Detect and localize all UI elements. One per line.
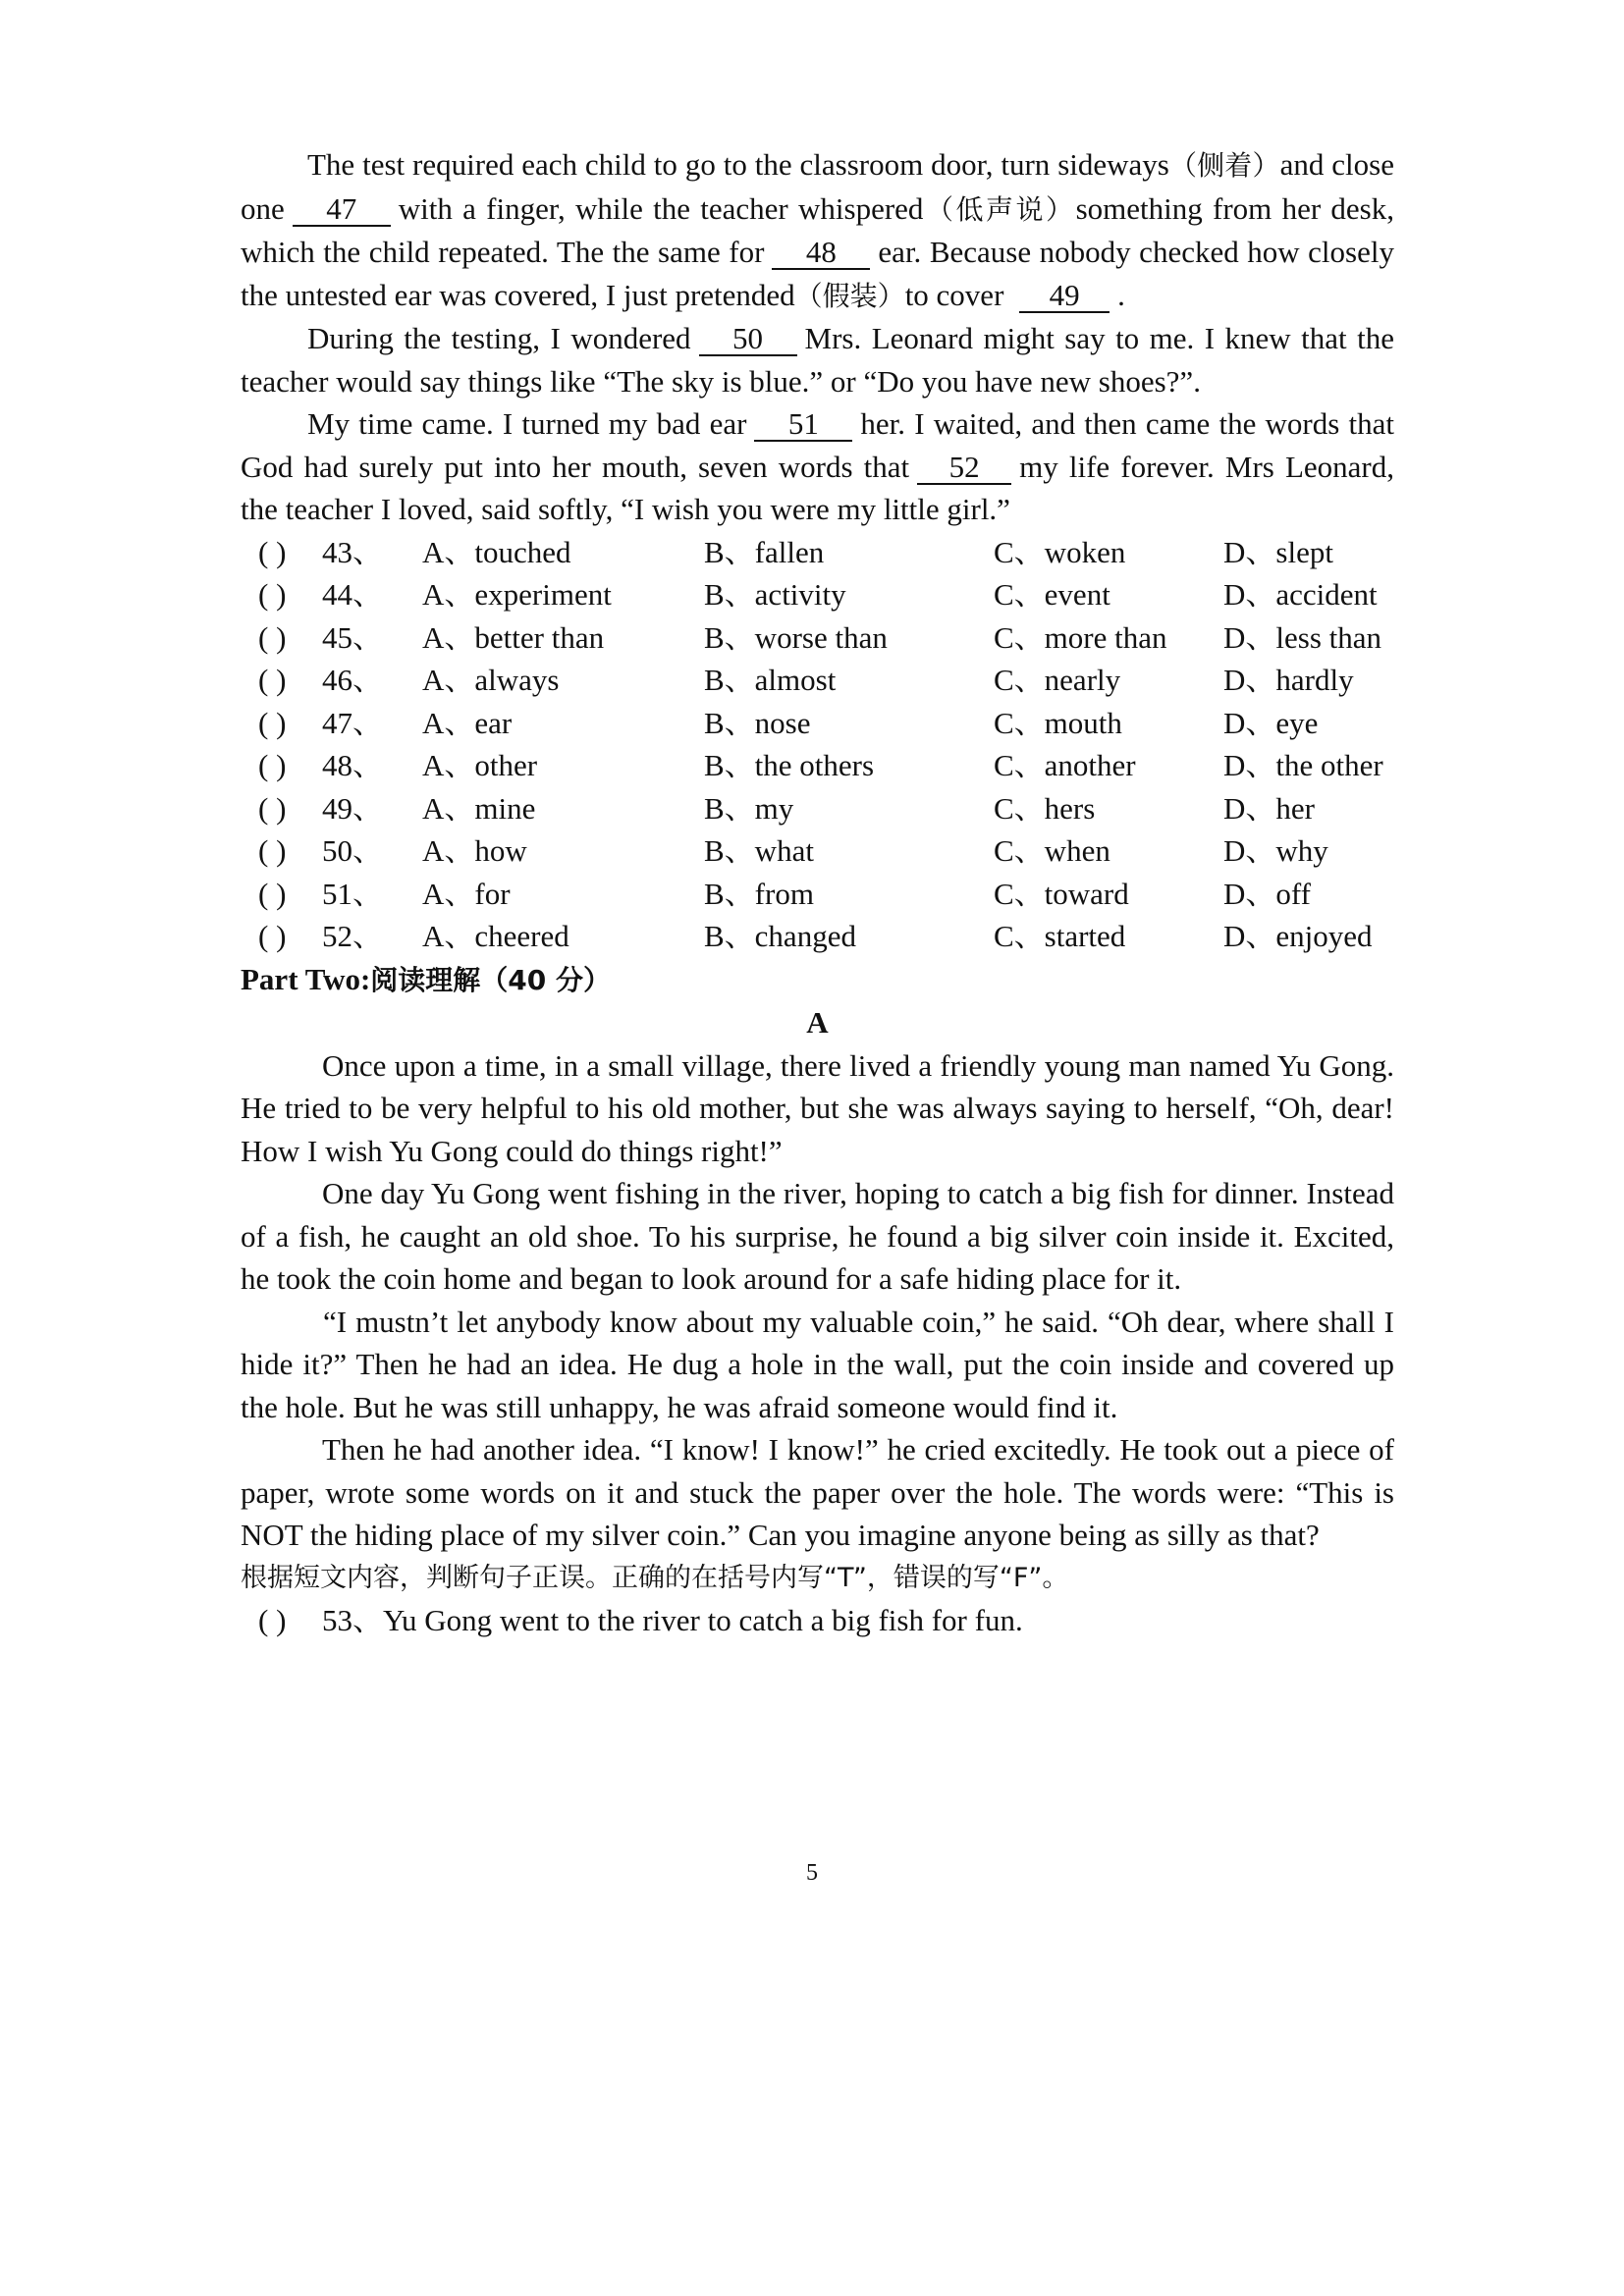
option-c: C、hers bbox=[994, 790, 1096, 826]
reading-paragraph-4: Then he had another idea. “I know! I know!” he cried excitedly. He took out a piece of paper, wrote some words on it and stuck the paper over the hole. The words were: “This is NOT the hiding place of my silver coin.” Can you imagine anyone being as silly as that? bbox=[241, 1432, 1394, 1552]
option-b: B、worse than bbox=[704, 619, 888, 655]
answer-bracket[interactable]: ( ) bbox=[258, 790, 287, 826]
blank-52: 52 bbox=[917, 452, 1011, 485]
passage-label: A bbox=[806, 1005, 829, 1040]
answer-bracket[interactable]: ( ) bbox=[258, 1603, 287, 1637]
option-row-48 bbox=[241, 744, 1394, 787]
blank-51: 51 bbox=[754, 408, 852, 442]
option-a: A、experiment bbox=[422, 577, 612, 612]
option-d: D、the other bbox=[1223, 748, 1383, 782]
blank-47: 47 bbox=[293, 193, 391, 227]
option-d: D、hardly bbox=[1223, 663, 1354, 697]
option-d: D、slept bbox=[1223, 534, 1333, 569]
question-number: 44、 bbox=[322, 577, 383, 612]
answer-bracket[interactable]: ( ) bbox=[258, 705, 287, 740]
text: During the testing, I wondered bbox=[307, 321, 691, 355]
option-d: D、less than bbox=[1223, 619, 1382, 655]
option-b: B、activity bbox=[704, 577, 846, 612]
question-number: 51、 bbox=[322, 876, 383, 911]
option-a: A、other bbox=[422, 748, 538, 782]
option-c: C、when bbox=[994, 833, 1110, 868]
option-row-47 bbox=[241, 702, 1394, 745]
question-number: 45、 bbox=[322, 619, 383, 655]
option-a: A、for bbox=[422, 876, 511, 911]
answer-bracket[interactable]: ( ) bbox=[258, 577, 287, 612]
cloze-paragraph-2 bbox=[241, 317, 1394, 402]
section-title-en: Part Two: bbox=[241, 961, 371, 996]
question-number: 50、 bbox=[322, 833, 383, 868]
blank-48: 48 bbox=[772, 237, 870, 270]
text: her. I waited, and then came the words that God had surely put into her mouth, seven words that bbox=[241, 406, 1394, 484]
question-text: 53、Yu Gong went to the river to catch a big fish for fun. bbox=[322, 1603, 1023, 1637]
option-c: C、woken bbox=[994, 534, 1126, 569]
option-c: C、mouth bbox=[994, 705, 1122, 740]
question-number: 52、 bbox=[322, 919, 383, 953]
text: ear. Because nobody checked how closely the untested ear was covered, I just pretended bbox=[241, 235, 1394, 312]
option-c: C、nearly bbox=[994, 663, 1121, 697]
option-d: D、why bbox=[1223, 833, 1328, 868]
option-b: B、the others bbox=[704, 748, 875, 782]
answer-bracket[interactable]: ( ) bbox=[258, 619, 287, 655]
section-title-cn: 阅读理解（40 分） bbox=[370, 963, 612, 996]
option-row-45 bbox=[241, 616, 1394, 660]
option-c: C、more than bbox=[994, 619, 1167, 655]
blank-50: 50 bbox=[699, 323, 797, 356]
answer-bracket[interactable]: ( ) bbox=[258, 663, 287, 697]
option-row-52 bbox=[241, 915, 1394, 958]
text: Mrs. Leonard might say to me. I knew that the teacher would say things like “The sky is blue.” or “Do you have new shoes?”. bbox=[241, 321, 1394, 399]
option-d: D、enjoyed bbox=[1223, 919, 1373, 953]
exam-page bbox=[241, 143, 1394, 1642]
answer-bracket[interactable]: ( ) bbox=[258, 919, 287, 953]
section-title bbox=[241, 958, 1394, 1002]
text: my life forever. Mrs Leonard, the teacher I loved, said softly, “I wish you were my little girl.” bbox=[241, 449, 1394, 526]
text: to cover bbox=[904, 277, 1004, 312]
instruction: 根据短文内容，判断句子正误。正确的在括号内写“T”，错误的写“F”。 bbox=[241, 1562, 1069, 1593]
reading-paragraph-1: Once upon a time, in a small village, there lived a friendly young man named Yu Gong. He tried to be very helpful to his old mother, but she was always saying to herself, “Oh, dear! How I wish Yu Gong could do things right!” bbox=[241, 1047, 1394, 1168]
option-b: B、fallen bbox=[704, 534, 825, 569]
option-row-44 bbox=[241, 573, 1394, 616]
option-row-51 bbox=[241, 873, 1394, 916]
text: with a finger, while the teacher whispered bbox=[398, 190, 924, 226]
option-d: D、her bbox=[1223, 790, 1315, 826]
text: something from her desk, which the child repeated. The the same for bbox=[241, 190, 1394, 269]
option-row-43 bbox=[241, 531, 1394, 574]
option-a: A、better than bbox=[422, 619, 605, 655]
option-c: C、another bbox=[994, 748, 1136, 782]
option-b: B、what bbox=[704, 833, 814, 868]
question-number: 46、 bbox=[322, 663, 383, 697]
option-b: B、changed bbox=[704, 919, 856, 953]
answer-bracket[interactable]: ( ) bbox=[258, 534, 287, 569]
option-a: A、how bbox=[422, 833, 527, 868]
option-d: D、off bbox=[1223, 876, 1311, 911]
option-row-49 bbox=[241, 787, 1394, 830]
question-number: 47、 bbox=[322, 705, 383, 740]
option-a: A、always bbox=[422, 663, 560, 697]
option-d: D、eye bbox=[1223, 705, 1319, 740]
chinese-gloss: （低声说） bbox=[923, 192, 1076, 226]
option-row-46 bbox=[241, 659, 1394, 702]
options-list bbox=[241, 531, 1394, 958]
question-number: 43、 bbox=[322, 534, 383, 569]
blank-49: 49 bbox=[1019, 280, 1110, 313]
option-b: B、nose bbox=[704, 705, 811, 740]
option-a: A、ear bbox=[422, 705, 513, 740]
question-53 bbox=[241, 1599, 1394, 1642]
option-d: D、accident bbox=[1223, 577, 1378, 612]
cloze-paragraph-3 bbox=[241, 402, 1394, 531]
reading-paragraph-2: One day Yu Gong went fishing in the river, hoping to catch a big fish for dinner. Instead of a fish, he caught an old shoe. To his surprise, he found a big silver coin inside it. Excited, he took the coin home and began to look around for a safe hiding place for it. bbox=[241, 1176, 1394, 1296]
option-row-50 bbox=[241, 829, 1394, 873]
option-a: A、touched bbox=[422, 534, 571, 569]
chinese-gloss: （侧着） bbox=[1168, 149, 1280, 182]
text: The test required each child to go to the classroom door, turn sideways bbox=[307, 147, 1169, 182]
option-a: A、cheered bbox=[422, 919, 569, 953]
text: . bbox=[1117, 277, 1125, 312]
answer-bracket[interactable]: ( ) bbox=[258, 833, 287, 868]
answer-bracket[interactable]: ( ) bbox=[258, 876, 287, 911]
option-b: B、almost bbox=[704, 663, 837, 697]
question-number: 49、 bbox=[322, 790, 383, 826]
text: and close one bbox=[241, 147, 1394, 226]
option-c: C、toward bbox=[994, 876, 1129, 911]
option-b: B、my bbox=[704, 790, 794, 826]
page-number: 5 bbox=[806, 1860, 818, 1886]
answer-bracket[interactable]: ( ) bbox=[258, 748, 287, 782]
option-a: A、mine bbox=[422, 790, 536, 826]
option-c: C、event bbox=[994, 577, 1110, 612]
option-c: C、started bbox=[994, 919, 1126, 953]
chinese-gloss: （假装） bbox=[794, 279, 905, 312]
option-b: B、from bbox=[704, 876, 814, 911]
reading-paragraph-3: “I mustn’t let anybody know about my valuable coin,” he said. “Oh dear, where shall I hide it?” Then he had an idea. He dug a hole in the wall, put the coin inside and covered up the hole. But he was still unhappy, he was afraid someone would find it. bbox=[241, 1304, 1394, 1424]
question-number: 48、 bbox=[322, 748, 383, 782]
cloze-paragraph-1 bbox=[241, 143, 1394, 317]
text: My time came. I turned my bad ear bbox=[307, 406, 747, 441]
